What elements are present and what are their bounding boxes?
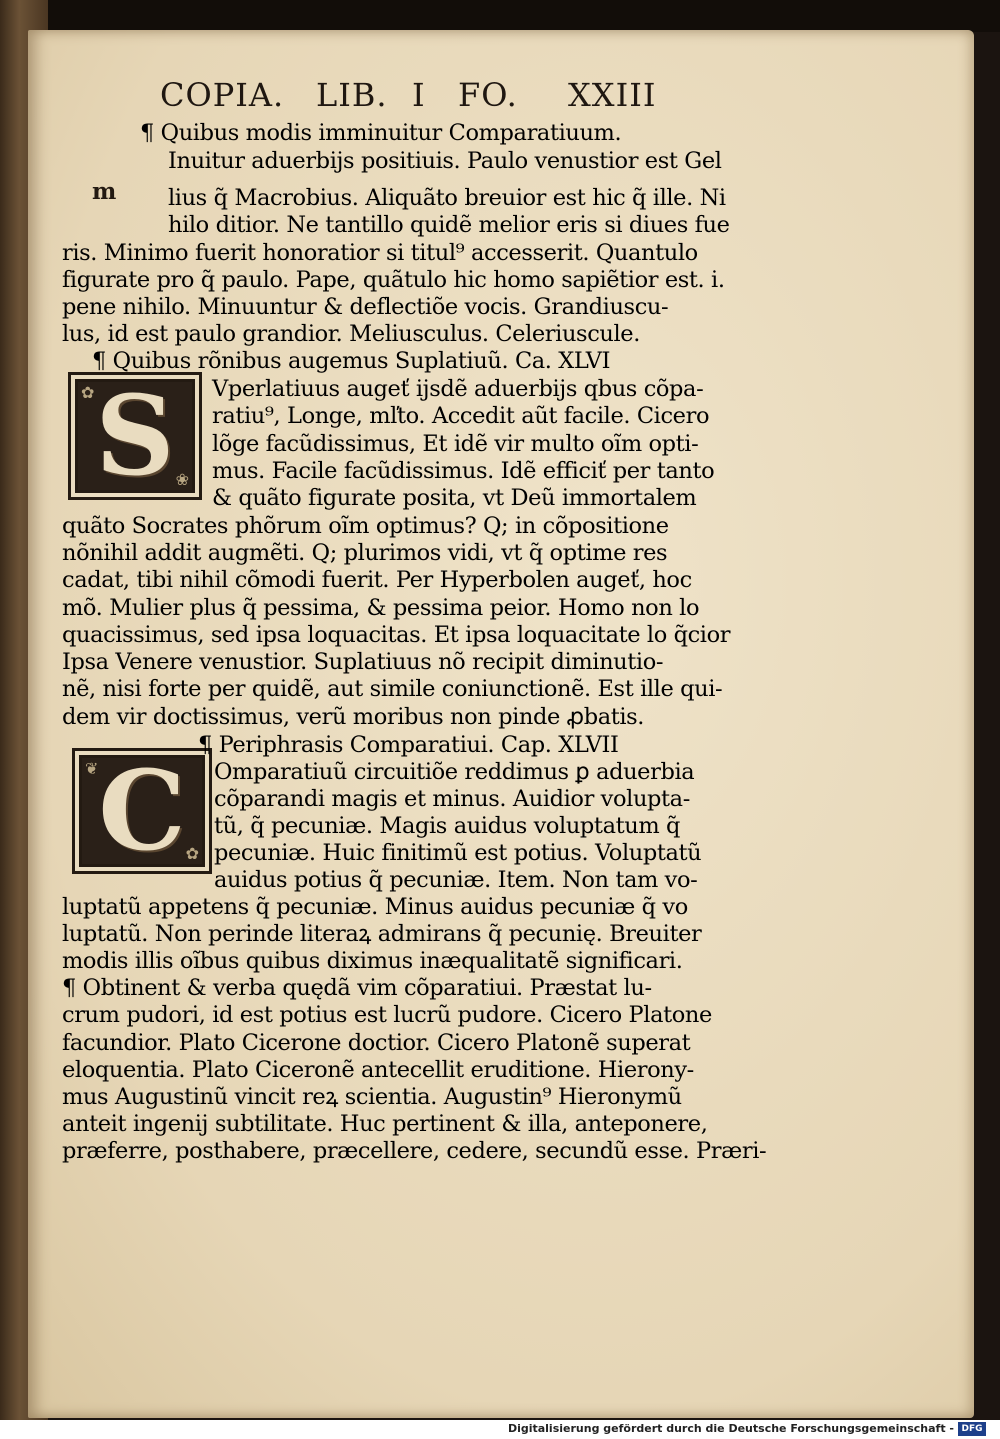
header-lib: LIB.	[316, 76, 388, 114]
text-line: mus Augustinũ vincit reꝝ scientia. Augustin⁹ Hieronymũ	[62, 1084, 682, 1110]
ornament-icon: ✿	[81, 383, 95, 402]
text-line: pecuniæ. Huic finitimũ est potius. Voluptatũ	[214, 840, 702, 866]
text-line: ¶ Quibus rõnibus augemus Suplatiuũ. Ca. XLVI	[92, 348, 611, 374]
text-line: dem vir doctissimus, verũ moribus non pinde ꝓbatis.	[62, 704, 645, 730]
text-line: luptatũ. Non perinde literaꝝ admirans q̃ pecunię. Breuiter	[62, 921, 702, 947]
text-line: nõnihil addit augmẽti. Q; plurimos vidi, vt q̃ optime res	[62, 540, 668, 566]
text-line: pene nihilo. Minuuntur & deflectiõe vocis. Grandiuscu-	[62, 294, 669, 320]
text-line: ¶ Quibus modis imminuitur Comparatiuum.	[140, 120, 622, 146]
text-line: lius q̃ Macrobius. Aliquãto breuior est hic q̃ ille. Ni	[168, 185, 726, 211]
dfg-logo: DFG	[958, 1422, 986, 1436]
text-line: auidus potius q̃ pecuniæ. Item. Non tam vo-	[214, 867, 698, 893]
text-line: ratiu⁹, Longe, mľto. Accedit aũt facile. Cicero	[212, 403, 710, 429]
text-line: eloquentia. Plato Ciceronẽ antecellit eruditione. Hierony-	[62, 1057, 694, 1083]
text-line: crum pudori, id est potius est lucrũ pudore. Cicero Platone	[62, 1002, 712, 1028]
decorated-initial-c	[72, 748, 212, 874]
text-line: mus. Facile facũdissimus. Idẽ efficiť per tanto	[212, 458, 715, 484]
scan-top-edge	[0, 0, 1000, 32]
text-line: cõparandi magis et minus. Auidior volupta-	[214, 786, 690, 812]
text-line: cadat, tibi nihil cõmodi fuerit. Per Hyperbolen augeť, hoc	[62, 567, 692, 593]
text-line: figurate pro q̃ paulo. Pape, quãtulo hic homo sapiẽtior est. i.	[62, 267, 725, 293]
header-fo: FO.	[458, 76, 518, 114]
text-line: & quãto figurate posita, vt Deũ immortalem	[212, 485, 697, 511]
text-line: ¶ Periphrasis Comparatiui. Cap. XLVII	[198, 732, 619, 758]
text-line: præferre, posthabere, præcellere, cedere, secundũ esse. Præri-	[62, 1138, 767, 1164]
text-line: anteit ingenij subtilitate. Huc pertinent & illa, anteponere,	[62, 1111, 708, 1137]
text-line: Vperlatiuus augeť ijsdẽ aduerbijs qbus cõpa-	[212, 376, 704, 402]
text-line: luptatũ appetens q̃ pecuniæ. Minus auidus pecuniæ q̃ vo	[62, 894, 688, 920]
text-line: Omparatiuũ circuitiõe reddimus ꝑ aduerbia	[214, 759, 695, 785]
initial-letter: C	[98, 746, 186, 875]
text-line: Ipsa Venere venustior. Suplatiuus nõ recipit diminutio-	[62, 649, 664, 675]
text-line: facundior. Plato Cicerone doctior. Cicero Platonẽ superat	[62, 1030, 691, 1056]
text-line: Inuitur aduerbijs positiuis. Paulo venustior est Gel	[168, 148, 722, 174]
decorated-initial-s	[68, 372, 202, 500]
text-line: quãto Socrates phõrum oĩm optimus? Q; in cõpositione	[62, 513, 669, 539]
ornament-icon: ✿	[185, 844, 199, 863]
header-folio: XXIII	[568, 76, 657, 114]
initial-letter: S	[95, 371, 175, 500]
running-header	[160, 76, 700, 126]
text-line: ¶ Obtinent & verba quędã vim cõparatiui. Præstat lu-	[62, 975, 652, 1001]
ornament-icon: ❦	[85, 759, 99, 778]
text-line: quacissimus, sed ipsa loquacitas. Et ipsa loquacitate lo q̃cior	[62, 622, 731, 648]
text-line: mõ. Mulier plus q̃ pessima, & pessima peior. Homo non lo	[62, 595, 700, 621]
text-line: tũ, q̃ pecuniæ. Magis auidus voluptatum q̃	[214, 813, 681, 839]
text-line: ris. Minimo fuerit honoratior si titul⁹ accesserit. Quantulo	[62, 240, 698, 266]
header-title: COPIA.	[160, 76, 285, 114]
text-line: lus, id est paulo grandior. Meliusculus. Celeriuscule.	[62, 321, 640, 347]
text-line: nẽ, nisi forte per quidẽ, aut simile coniunctionẽ. Est ille qui-	[62, 676, 723, 702]
text-line: lõge facũdissimus, Et idẽ vir multo oĩm opti-	[212, 431, 699, 457]
header-book: I	[412, 76, 426, 114]
funding-credit: Digitalisierung gefördert durch die Deutsche Forschungsgemeinschaft -	[507, 1422, 954, 1435]
text-line: modis illis oĩbus quibus diximus inæqualitatẽ significari.	[62, 948, 683, 974]
margin-note: m	[92, 178, 117, 205]
text-line: hilo ditior. Ne tantillo quidẽ melior eris si diues fue	[168, 212, 730, 238]
ornament-icon: ❀	[175, 470, 189, 489]
